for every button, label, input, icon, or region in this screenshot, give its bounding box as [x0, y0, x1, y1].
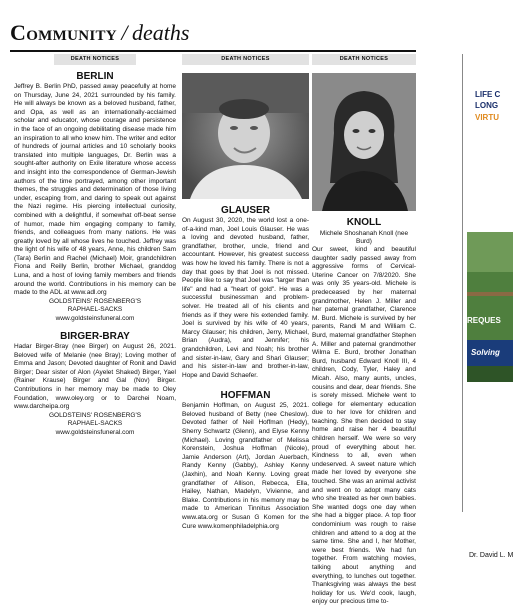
ad-solving-banner: Solving [467, 340, 513, 366]
obituary-body-knoll: Our sweet, kind and beautiful daughter sadly passed away from aggressive forms of Cervical-Uterine Cancer on 7/8/2020. She was only 35 years-old. Michele is predeceased by her maternal grandmother, Helen J. Miller and her paternal grandfather, Clarence M. Burd. Michele is survived by her parents, Randi M and William C. Burd, maternal grandfather Stephen A. Miller and paternal grandmother Wilma E. Burd, brother Jonathan Burd, husband Edward Knoll III, 4 children, Cody, Tyler, Haley and Micah. Also, many aunts, uncles, cousins and dear, dear friends. She is sorely missed. Michele went to college for elementary education due to her love for children and teaching. She then decided to stay home and raise her 4 beautiful children herself. We were so very proud of everything about her. Kindness to all, even when undeserved. A sweet nature which made her loved by everyone she touched. She was an animal activist and went on to adopt many cats who she treated as her own babies. She wanted dogs one day when she had a bigger place. A top floor condominium was rough to raise children and attend to a dog at the same time. She and I, her Mother, were best friends. We had fun together. From watching movies, talking about anything and everything, to lunches out together. Thanksgiving was always the best holiday for us. We'd cook, laugh, enjoy our precious time to- [312, 246, 416, 606]
ad-headline-line-2: LONG [475, 101, 499, 110]
column-3 [312, 54, 416, 607]
glauser-photo [182, 73, 309, 199]
chapel-birger-bray: RAPHAEL-SACKS [67, 420, 123, 428]
ad-doctor-name: Dr. David L. M [469, 552, 513, 559]
obituary-name-glauser: GLAUSER [221, 205, 270, 216]
section-title: Community [10, 20, 117, 45]
obituary-body-berlin: Jeffrey B. Berlin PhD, passed away peacefully at home on Thursday, June 24, 2021 surrounded by his family. He will always be known as a beloved husband, father, and Opa, as well as an internationally-acclaimed scholar and educator, whose courage and persistence in the face of an ongoing debilitating disease made him an inspiration to all who knew him. The writer and editor of hundreds of journal articles and 10 scholarly books translated into multiple languages, Dr. Berlin was a sought-after authority on Exile literature whose access and insight into the correspondence of German-Jewish authors of the time portrayed, among other important themes, the struggles and determination of those living under, escaping from, and daring to speak out against the Nazi regime. His piercing intellectual curiosity, combined with a delightful, if somewhat off-beat sense of humor, made him engaging company to family, friends, and colleagues from many nations. He was greatly loved by all whose lives he touched. Jeffrey was the light of his wife of 48 years, Anne, his children Sam (Tara) Berlin and Rachel (Michael) Moir, grandchildren Fiona and Reilly Berlin, brother Michael, granddog Luna, and a host of loving family members and friends around the world. Contributions in his memory can be made to the ADL at www.adl.org [14, 83, 176, 297]
knoll-photo [312, 73, 416, 211]
section-header [10, 20, 189, 48]
ad-headline-line-1: LIFE C [475, 90, 501, 99]
photo-caption-knoll: Michele Shoshanah Knoll (nee Burd) [319, 230, 409, 245]
funeral-home-berlin: GOLDSTEINS' ROSENBERG'S [48, 297, 142, 305]
section-separator: / [121, 20, 128, 45]
obituary-body-birger-bray: Hadar Birger-Bray (nee Birger) on August 26, 2021. Beloved wife of Melanie (nee Bray); Loving mother of Emma and Jason; Devoted daughter of Ronit and David Birger; Dear sister of Alon (Ayelet Shaked) Birger, Yael (Rainer Krause) Birger and Gal (Nov) Birger. Contributions in her memory may be made to Oley Foundation, www.oley.org or to Darchei Noam, www.darcheipa.org [14, 343, 176, 411]
funeral-home-birger-bray: GOLDSTEINS' ROSENBERG'S [48, 411, 142, 419]
column-2 [182, 54, 309, 531]
obituary-name-berlin: BERLIN [76, 71, 114, 82]
obituary-name-knoll: KNOLL [346, 217, 382, 228]
section-subtitle: deaths [131, 20, 190, 45]
death-notices-banner: DEATH NOTICES [182, 54, 309, 65]
obituary-name-birger-bray: BIRGER-BRAY [60, 331, 130, 343]
chapel-berlin: RAPHAEL-SACKS [67, 306, 123, 314]
death-notices-banner: DEATH NOTICES [312, 54, 416, 65]
death-notices-banner: DEATH NOTICES [54, 54, 136, 65]
website-berlin[interactable]: www.goldsteinsfuneral.com [55, 314, 135, 322]
ad-headline-line-3: VIRTU [475, 113, 499, 122]
ad-request-label: REQUES [467, 316, 501, 325]
advertisement[interactable] [462, 54, 513, 559]
obituary-body-hoffman: Benjamin Hoffman, on August 25, 2021. Beloved husband of Betty (nee Cheslow). Devoted father of Neil Hoffman (Hedy), Sherry Schwartz (Glenn), and Elyse Kenny (Michael). Loving grandfather of Melissa Korenstein, Joshua Hoffman (Nicole), Jamie Anderson (Art), Jordan Auerbach, Randy Kenny (Gabby), Ashley Kenny (Jaxhin), and Noah Kenny. Loving great grandfather of Allison, Rebecca, Ella, Hailey, Nathan, Madelyn, Vivienne, and Blake. Contributions in his memory may be made to American Tinnitus Association www.ata.org or Susan G Komen for the Cure www.komenphiladelphia.org [182, 402, 309, 530]
column-1 [14, 54, 176, 437]
obituary-body-glauser: On August 30, 2020, the world lost a one-of-a-kind man, Joel Louis Glauser. He was a loving and devoted husband, father, grandfather, brother, uncle, friend and accountant. However, his greatest success was how he loved his family. There is not a day that goes by that Joel is not missed. People like to say that Joel was "larger than life" and had a "heart of gold". He was a successful businessman and problem-solver. He treated all of his clients and friends as if they were his extended family. Joel is survived by his wife of 40 years, Marcy Glauser; his children, Jerry, Michael, Brian (Audra), and Jennifer; his grandchildren, Levi and Noah; his brother and sister-in-law, Gary and Shari Glauser; and his sister-in-law and brother-in-law, Hope and David Schaefer. [182, 217, 309, 379]
website-birger-bray[interactable]: www.goldsteinsfuneral.com [55, 428, 135, 436]
header-rule [10, 50, 416, 52]
obituary-name-hoffman: HOFFMAN [220, 390, 271, 402]
